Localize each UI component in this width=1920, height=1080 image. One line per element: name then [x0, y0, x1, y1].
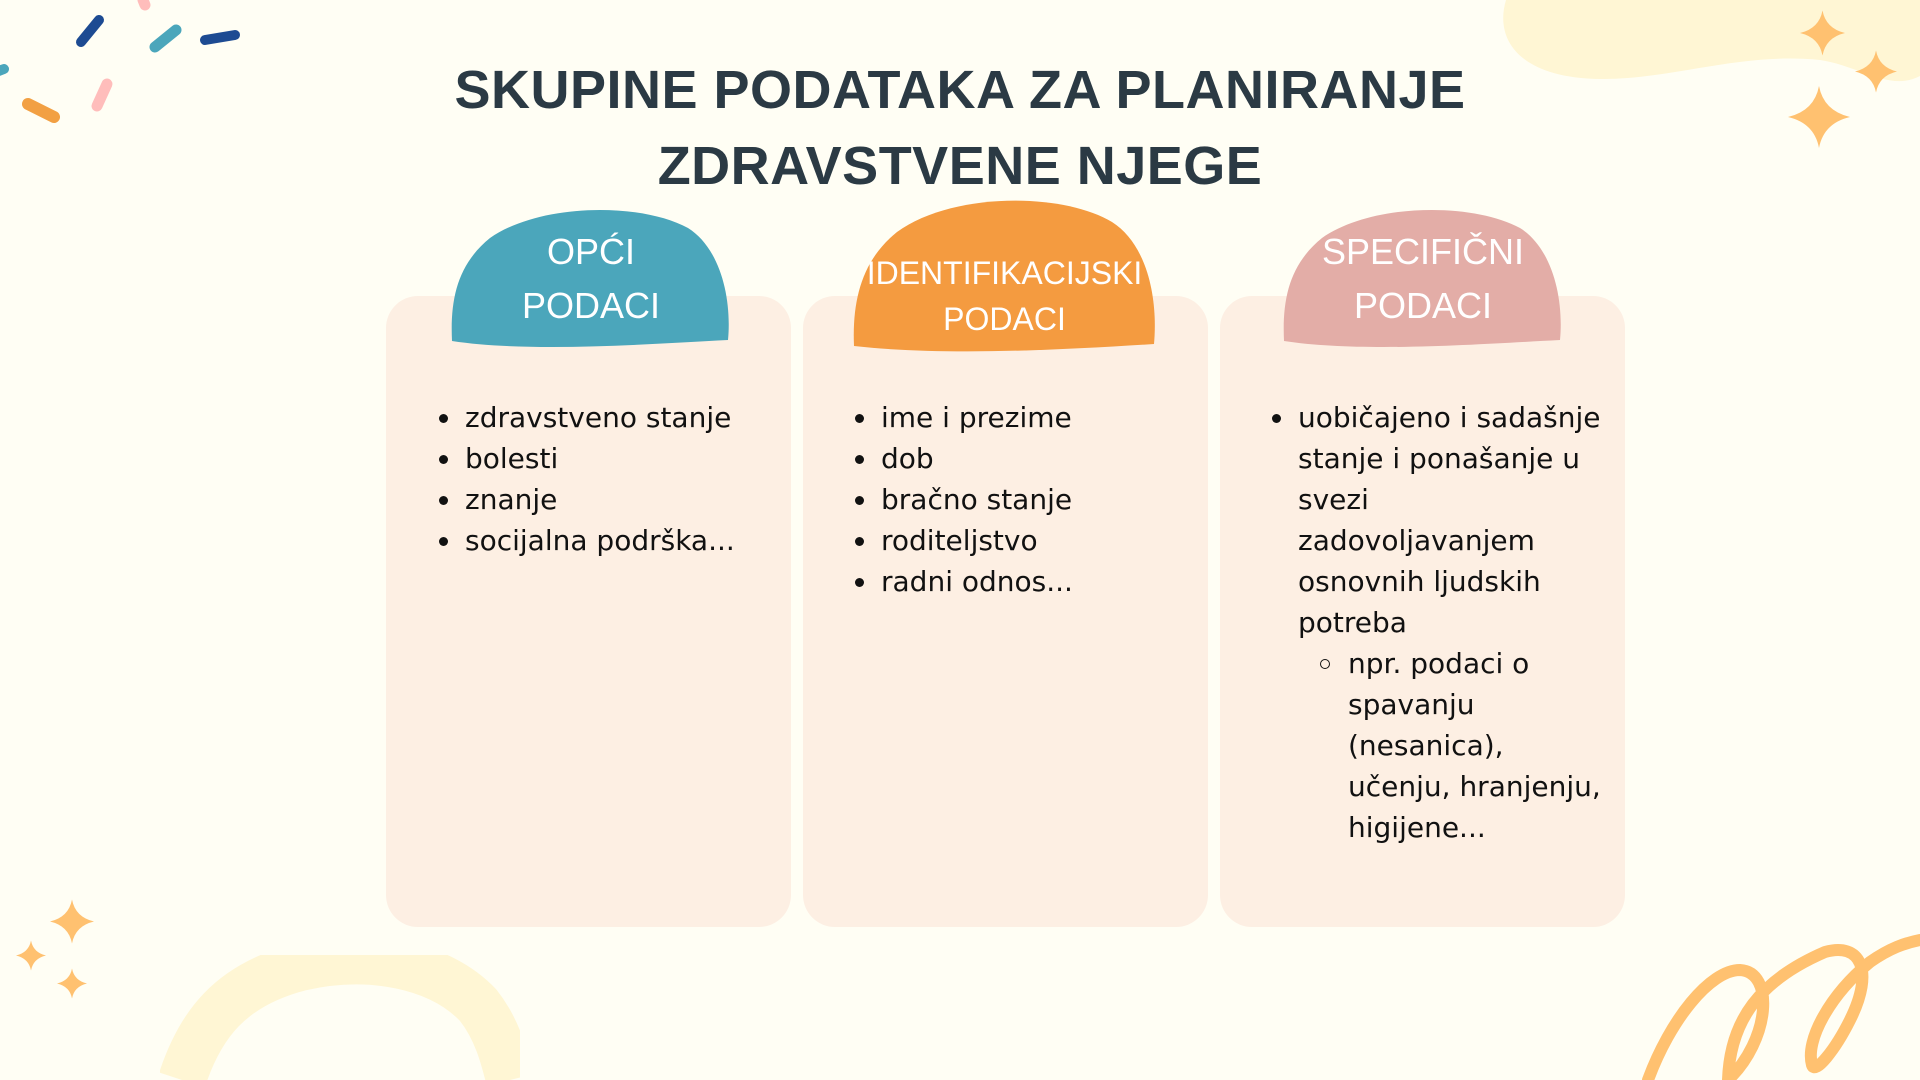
header-general-line-1: OPĆI — [546, 231, 635, 272]
header-general-data — [450, 208, 732, 350]
list-item: roditeljstvo — [853, 520, 1193, 561]
page-title — [0, 52, 1920, 204]
sparkle-icon — [16, 940, 46, 971]
sub-list-item-continuation: spavanju — [1348, 688, 1475, 721]
card-identification-data — [803, 296, 1208, 927]
card-general-data — [386, 296, 791, 927]
list-item-continuation: zadovoljavanjem — [1298, 524, 1535, 557]
list-item: bračno stanje — [853, 479, 1193, 520]
decorative-squiggle — [1600, 900, 1920, 1080]
header-specific-line-1: SPECIFIČNI — [1321, 231, 1525, 272]
list-item: radni odnos... — [853, 561, 1193, 602]
list-item: ime i prezime — [853, 397, 1193, 438]
list-identification-data — [853, 397, 1193, 602]
header-general-line-2: PODACI — [521, 285, 661, 326]
list-item-continuation: svezi — [1298, 483, 1369, 516]
sub-list-item-continuation: (nesanica), — [1348, 729, 1504, 762]
sparkle-icon — [50, 899, 94, 944]
title-line-2: ZDRAVSTVENE NJEGE — [657, 136, 1263, 196]
header-specific-data — [1282, 208, 1564, 350]
list-item-continuation: osnovnih ljudskih — [1298, 565, 1541, 598]
sub-list-item: npr. podaci o — [1270, 643, 1630, 684]
list-item-continuation: stanje i ponašanje u — [1298, 442, 1581, 475]
header-identification-line-2: PODACI — [943, 300, 1066, 337]
list-specific-data — [1270, 397, 1630, 848]
header-identification-data — [852, 200, 1157, 355]
header-specific-line-2: PODACI — [1353, 285, 1493, 326]
sub-list-item-continuation: higijene... — [1348, 811, 1486, 844]
list-item-continuation: potreba — [1298, 606, 1407, 639]
list-item: zdravstveno stanje — [437, 397, 777, 438]
header-identification-line-1: IDENTIFIKACIJSKI — [866, 254, 1143, 291]
list-general-data — [437, 397, 777, 561]
title-line-1: SKUPINE PODATAKA ZA PLANIRANJE — [454, 60, 1466, 120]
list-item: bolesti — [437, 438, 777, 479]
sparkle-icon — [57, 968, 87, 999]
list-item: socijalna podrška... — [437, 520, 777, 561]
sparkle-icon — [1800, 10, 1845, 56]
list-item: znanje — [437, 479, 777, 520]
list-item: uobičajeno i sadašnje — [1270, 397, 1630, 438]
sub-list-item-continuation: učenju, hranjenju, — [1348, 770, 1601, 803]
list-item: dob — [853, 438, 1193, 479]
decorative-arc — [160, 955, 520, 1080]
